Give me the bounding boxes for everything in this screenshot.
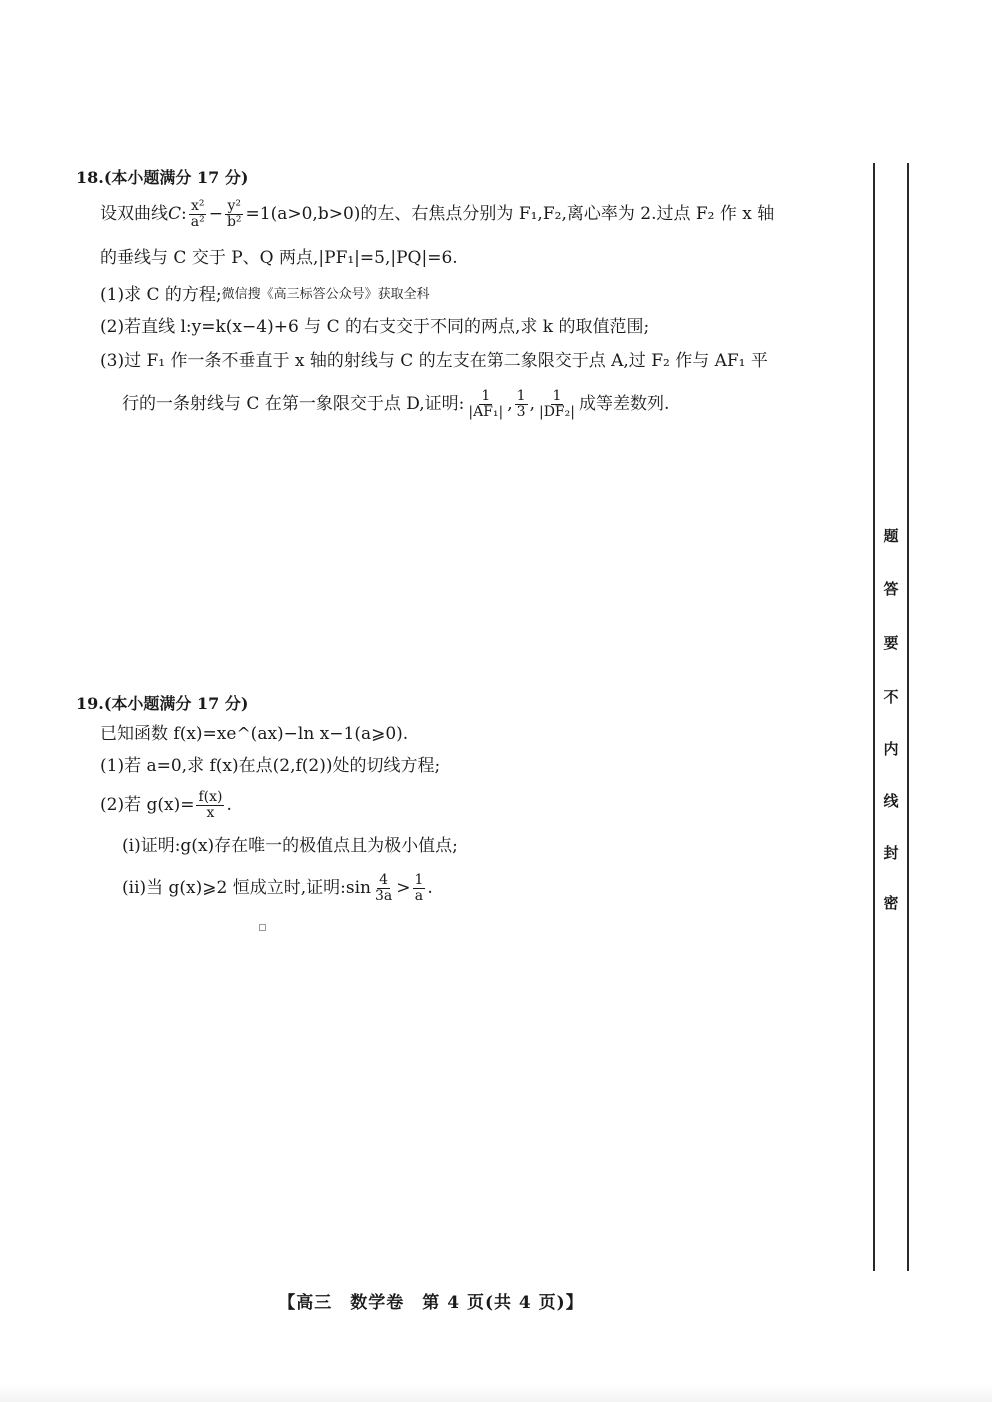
numerator: y² (227, 197, 242, 214)
denominator: x (206, 804, 215, 821)
text: , (529, 394, 535, 414)
denominator: 3 (516, 403, 526, 420)
text: > (396, 878, 411, 898)
fraction-fx-over-x (196, 790, 224, 821)
numerator: 1 (414, 871, 424, 888)
seal-char: 内 (883, 740, 899, 758)
seal-char: 密 (883, 894, 899, 912)
question-18-part-3: (3)过 F₁ 作一条不垂直于 x 轴的射线与 C 的左支在第二象限交于点 A,过 F₂ 作与 AF₁ 平 (100, 351, 768, 371)
numerator: 1 (481, 387, 491, 404)
numerator: 1 (552, 387, 562, 404)
denominator: a (414, 887, 424, 904)
question-19-line-1: 已知函数 f(x)=xe^(ax)−ln x−1(a⩾0). (100, 724, 409, 744)
text: (2)若 g(x)= (100, 795, 195, 815)
question-19-part-2-i: (i)证明:g(x)存在唯一的极值点且为极小值点; (122, 836, 458, 856)
question-18-line-1 (76, 192, 836, 236)
fraction-x2-a2 (189, 199, 207, 230)
question-18-part-3-cont (76, 378, 836, 430)
text: (ii)当 g(x)⩾2 恒成立时,证明:sin (122, 878, 371, 898)
denominator: 3a (374, 887, 393, 904)
fraction-4-over-3a (373, 873, 394, 904)
numerator: 1 (516, 387, 526, 404)
numerator: 4 (379, 871, 389, 888)
fraction-1-over-DF2 (537, 389, 577, 420)
text: 设双曲线 (100, 204, 168, 224)
text: : (181, 204, 187, 224)
text: 成等差数列. (578, 394, 670, 414)
fraction-1-over-3 (515, 389, 528, 420)
seal-char: 不 (883, 688, 899, 706)
question-18-header: 18.(本小题满分 17 分) (76, 168, 249, 187)
page-footer: 【高三 数学卷 第 4 页(共 4 页)】 (278, 1293, 584, 1313)
question-19-header: 19.(本小题满分 17 分) (76, 694, 249, 713)
text: (1)求 C 的方程; (100, 285, 222, 305)
seal-char: 要 (883, 634, 899, 652)
text: , (507, 394, 513, 414)
text: 行的一条射线与 C 在第一象限交于点 D,证明: (122, 394, 465, 414)
denominator: |AF₁| (468, 403, 504, 420)
scan-edge (0, 1384, 992, 1402)
question-19-part-2 (76, 782, 836, 828)
fraction-1-over-AF1 (466, 389, 505, 420)
numerator: f(x) (198, 788, 223, 805)
denominator: a² (190, 213, 205, 230)
denominator: b² (226, 213, 242, 230)
text: . (226, 795, 232, 815)
seal-char: 答 (883, 580, 899, 598)
text: =1(a>0,b>0)的左、右焦点分别为 F₁,F₂,离心率为 2.过点 F₂ 作 x 轴 (245, 204, 775, 224)
numerator: x² (190, 197, 205, 214)
seal-char: 线 (883, 792, 899, 810)
question-19-part-2-ii (76, 864, 836, 912)
question-19-part-1: (1)若 a=0,求 f(x)在点(2,f(2))处的切线方程; (100, 756, 441, 776)
denominator: |DF₂| (538, 403, 575, 420)
text: C (168, 204, 182, 224)
binding-rule-outer (907, 163, 909, 1271)
scan-artifact (259, 924, 266, 931)
question-18-line-2: 的垂线与 C 交于 P、Q 两点,|PF₁|=5,|PQ|=6. (100, 248, 458, 268)
fraction-1-over-a (413, 873, 426, 904)
question-19 (76, 690, 836, 912)
question-18 (76, 164, 836, 430)
seal-char: 题 (883, 527, 899, 545)
text: − (208, 204, 223, 224)
text: . (427, 878, 433, 898)
watermark-note: 微信搜《高三标答公众号》获取全科 (221, 287, 430, 302)
question-18-part-1 (76, 280, 836, 310)
binding-rule-inner (873, 163, 875, 1271)
fraction-y2-b2 (225, 199, 244, 230)
seal-char: 封 (883, 844, 899, 862)
question-18-part-2: (2)若直线 l:y=k(x−4)+6 与 C 的右支交于不同的两点,求 k 的取值范围; (100, 317, 650, 337)
